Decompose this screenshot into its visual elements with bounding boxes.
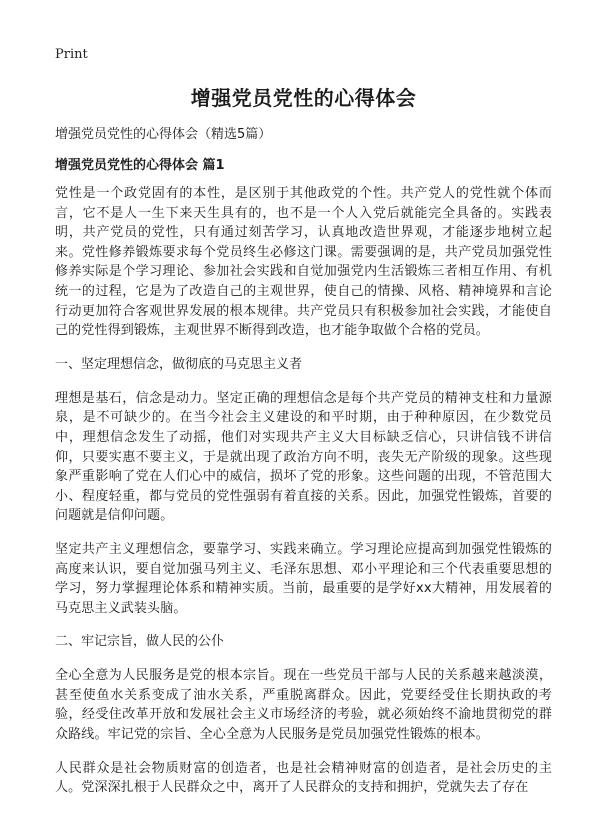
paragraph-masses: 人民群众是社会物质财富的创造者，也是社会精神财富的创造者，是社会历史的主人。党深深扎根于人民群众之中，离开了人民群众的支持和拥护，党就失去了存在: [55, 760, 552, 796]
paragraph-study: 坚定共产主义理想信念，要靠学习、实践来确立。学习理论应提高到加强党性锻炼的高度来认识，要自觉加强马列主义、毛泽东思想、邓小平理论和三个代表重要思想的学习，努力掌握理论体系和精神实质。当前，最重要的是学好xx大精神，用发展着的马克思主义武装头脑。: [55, 541, 552, 616]
subheading-ideals: 一、坚定理想信念，做彻底的马克思主义者: [55, 356, 303, 372]
print-link[interactable]: Print: [55, 47, 88, 62]
subheading-purpose: 二、牢记宗旨，做人民的公仆: [55, 634, 225, 650]
document-subtitle: 增强党员党性的心得体会（精选5篇）: [55, 127, 272, 142]
page-title: 增强党员党性的心得体会: [190, 86, 417, 110]
section-heading: 增强党员党性的心得体会 篇1: [55, 158, 225, 173]
paragraph-service: 全心全意为人民服务是党的根本宗旨。现在一些党员干部与人民的关系越来越淡漠，甚至使鱼水关系变成了油水关系，严重脱离群众。因此，党要经受住长期执政的考验，经受住改革开放和发展社会主义市场经济的考验，就必须始终不渝地贯彻党的群众路线。牢记党的宗旨、全心全意为人民服务是党员加强党性锻炼的根本。: [55, 668, 552, 743]
paragraph-ideals: 理想是基石，信念是动力。坚定正确的理想信念是每个共产党员的精神支柱和力量源泉，是不可缺少的。在当今社会主义建设的和平时期，由于种种原因，在少数党员中，理想信念发生了动摇，他们对实现共产主义大目标缺乏信心，只讲信钱不讲信仰，只要实惠不要主义，于是就出现了政治方向不明，丧失无产阶级的现象。这些现象严重影响了党在人们心中的威信，损坏了党的形象。这些问题的出现，不管范围大小、程度轻重，都与党员的党性强弱有着直接的关系。因此，加强党性锻炼，首要的问题就是信仰问题。: [55, 390, 552, 524]
paragraph-intro: 党性是一个政党固有的本性，是区别于其他政党的个性。共产党人的党性就个体而言，它不是人一生下来天生具有的，也不是一个人入党后就能完全具备的。实践表明，共产党员的党性，只有通过刻苦学习，认真地改造世界观，才能逐步地树立起来。党性修养锻炼要求每个党员终生必修这门课。需要强调的是，共产党员加强党性修养实际是个学习理论、参加社会实践和自觉加强党内生活锻炼三者相互作用、有机统一的过程，它是为了改造自己的主观世界，使自己的情操、风格、精神境界和言论行动更加符合客观世界发展的根本规律。共产党员只有积极参加社会实践，才能使自己的党性得到锻炼，主观世界不断得到改造，也才能争取做个合格的党员。: [55, 186, 552, 339]
